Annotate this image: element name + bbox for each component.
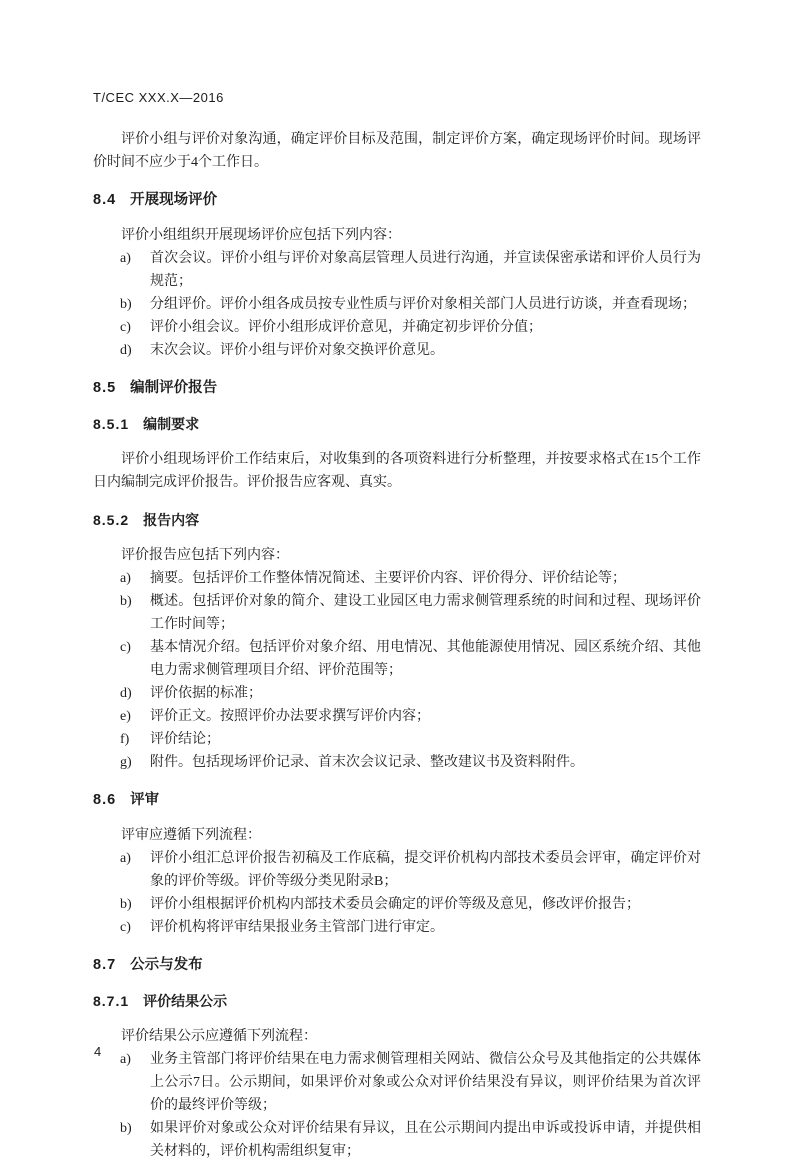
list-item-text: 评价小组汇总评价报告初稿及工作底稿，提交评价机构内部技术委员会评审，确定评价对象的评价等级。评价等级分类见附录B； bbox=[150, 851, 701, 889]
list-item-label: d) bbox=[120, 343, 132, 358]
list-item-text: 评价正文。按照评价办法要求撰写评价内容； bbox=[150, 709, 430, 724]
list-item-text: 附件。包括现场评价记录、首末次会议记录、整改建议书及资料附件。 bbox=[150, 755, 584, 770]
section-heading-8-6 bbox=[93, 790, 701, 810]
list-item bbox=[93, 751, 701, 774]
list-item-label: a) bbox=[120, 1052, 131, 1067]
section-8-6-list bbox=[93, 847, 701, 939]
section-title: 开展现场评价 bbox=[130, 192, 218, 208]
section-title: 编制评价报告 bbox=[130, 380, 218, 396]
section-8-4-list bbox=[93, 247, 701, 362]
list-item-label: b) bbox=[120, 1121, 132, 1136]
list-item bbox=[93, 590, 701, 636]
list-item bbox=[93, 1048, 701, 1117]
section-title: 编制要求 bbox=[143, 416, 200, 432]
list-item-label: b) bbox=[120, 594, 132, 609]
list-item-label: c) bbox=[120, 320, 131, 335]
list-item-label: g) bbox=[120, 755, 132, 770]
section-heading-8-5-2 bbox=[93, 510, 701, 530]
list-item-text: 末次会议。评价小组与评价对象交换评价意见。 bbox=[150, 343, 444, 358]
section-number: 8.5.2 bbox=[93, 512, 130, 528]
list-item-label: f) bbox=[120, 732, 130, 747]
list-item bbox=[93, 1117, 701, 1163]
list-item-label: b) bbox=[120, 297, 132, 312]
section-title: 评价结果公示 bbox=[143, 993, 228, 1009]
list-item-text: 业务主管部门将评价结果在电力需求侧管理相关网站、微信公众号及其他指定的公共媒体上公示7日。公示期间，如果评价对象或公众对评价结果没有异议，则评价结果为首次评价的最终评价等级； bbox=[150, 1052, 701, 1113]
list-item-text: 评价小组根据评价机构内部技术委员会确定的评价等级及意见，修改评价报告； bbox=[150, 897, 640, 912]
list-item-text: 评价小组会议。评价小组形成评价意见，并确定初步评价分值； bbox=[150, 320, 542, 335]
list-item-label: d) bbox=[120, 686, 132, 701]
section-number: 8.6 bbox=[93, 792, 117, 808]
section-heading-8-5 bbox=[93, 378, 701, 398]
list-item-text: 评价机构将评审结果报业务主管部门进行审定。 bbox=[150, 920, 444, 935]
list-item-label: b) bbox=[120, 897, 132, 912]
list-item-label: c) bbox=[120, 640, 131, 655]
list-item bbox=[93, 636, 701, 682]
list-item-label: a) bbox=[120, 851, 131, 866]
section-heading-8-5-1 bbox=[93, 414, 701, 434]
section-8-5-1-paragraph: 评价小组现场评价工作结束后，对收集到的各项资料进行分析整理，并按要求格式在15个工作日内编制完成评价报告。评价报告应客观、真实。 bbox=[93, 452, 701, 490]
list-item-text: 基本情况介绍。包括评价对象介绍、用电情况、其他能源使用情况、园区系统介绍、其他电力需求侧管理项目介绍、评价范围等； bbox=[150, 640, 701, 678]
list-item-label: a) bbox=[120, 571, 131, 586]
section-number: 8.5 bbox=[93, 380, 117, 396]
list-item bbox=[93, 728, 701, 751]
section-heading-8-7 bbox=[93, 955, 701, 975]
list-item-text: 首次会议。评价小组与评价对象高层管理人员进行沟通，并宣读保密承诺和评价人员行为规范； bbox=[150, 251, 701, 289]
section-8-4-lead: 评价小组组织开展现场评价应包括下列内容： bbox=[121, 228, 401, 243]
list-item-text: 分组评价。评价小组各成员按专业性质与评价对象相关部门人员进行访谈，并查看现场； bbox=[150, 297, 696, 312]
section-heading-8-4 bbox=[93, 190, 701, 210]
list-item-text: 摘要。包括评价工作整体情况简述、主要评价内容、评价得分、评价结论等； bbox=[150, 571, 626, 586]
list-item-text: 评价依据的标准； bbox=[150, 686, 262, 701]
section-8-7-1-lead: 评价结果公示应遵循下列流程： bbox=[121, 1029, 317, 1044]
section-8-7-1-list bbox=[93, 1048, 701, 1163]
section-number: 8.7 bbox=[93, 957, 117, 973]
list-item bbox=[93, 847, 701, 893]
list-item bbox=[93, 293, 701, 316]
section-number: 8.4 bbox=[93, 192, 117, 208]
list-item bbox=[93, 316, 701, 339]
section-number: 8.7.1 bbox=[93, 993, 130, 1009]
section-title: 报告内容 bbox=[143, 512, 200, 528]
list-item-label: c) bbox=[120, 920, 131, 935]
section-title: 评审 bbox=[130, 792, 160, 808]
section-8-6-lead: 评审应遵循下列流程： bbox=[121, 828, 261, 843]
section-title: 公示与发布 bbox=[130, 957, 203, 973]
list-item bbox=[93, 682, 701, 705]
section-8-5-2-lead: 评价报告应包括下列内容： bbox=[121, 548, 289, 563]
list-item-label: a) bbox=[120, 251, 131, 266]
intro-paragraph: 评价小组与评价对象沟通，确定评价目标及范围，制定评价方案，确定现场评价时间。现场评价时间不应少于4个工作日。 bbox=[93, 132, 701, 170]
section-heading-8-7-1 bbox=[93, 991, 701, 1011]
list-item-text: 评价结论； bbox=[150, 732, 220, 747]
list-item bbox=[93, 567, 701, 590]
doc-code-header: T/CEC XXX.X—2016 bbox=[93, 90, 224, 105]
list-item-label: e) bbox=[120, 709, 131, 724]
section-number: 8.5.1 bbox=[93, 416, 130, 432]
list-item-text: 如果评价对象或公众对评价结果有异议，且在公示期间内提出申诉或投诉申请，并提供相关材料的，评价机构需组织复审； bbox=[150, 1121, 701, 1159]
page-number: 4 bbox=[94, 1044, 102, 1059]
section-8-5-2-list bbox=[93, 567, 701, 774]
list-item bbox=[93, 705, 701, 728]
list-item bbox=[93, 916, 701, 939]
list-item bbox=[93, 247, 701, 293]
list-item bbox=[93, 339, 701, 362]
list-item-text: 概述。包括评价对象的简介、建设工业园区电力需求侧管理系统的时间和过程、现场评价工作时间等； bbox=[150, 594, 701, 632]
list-item bbox=[93, 893, 701, 916]
